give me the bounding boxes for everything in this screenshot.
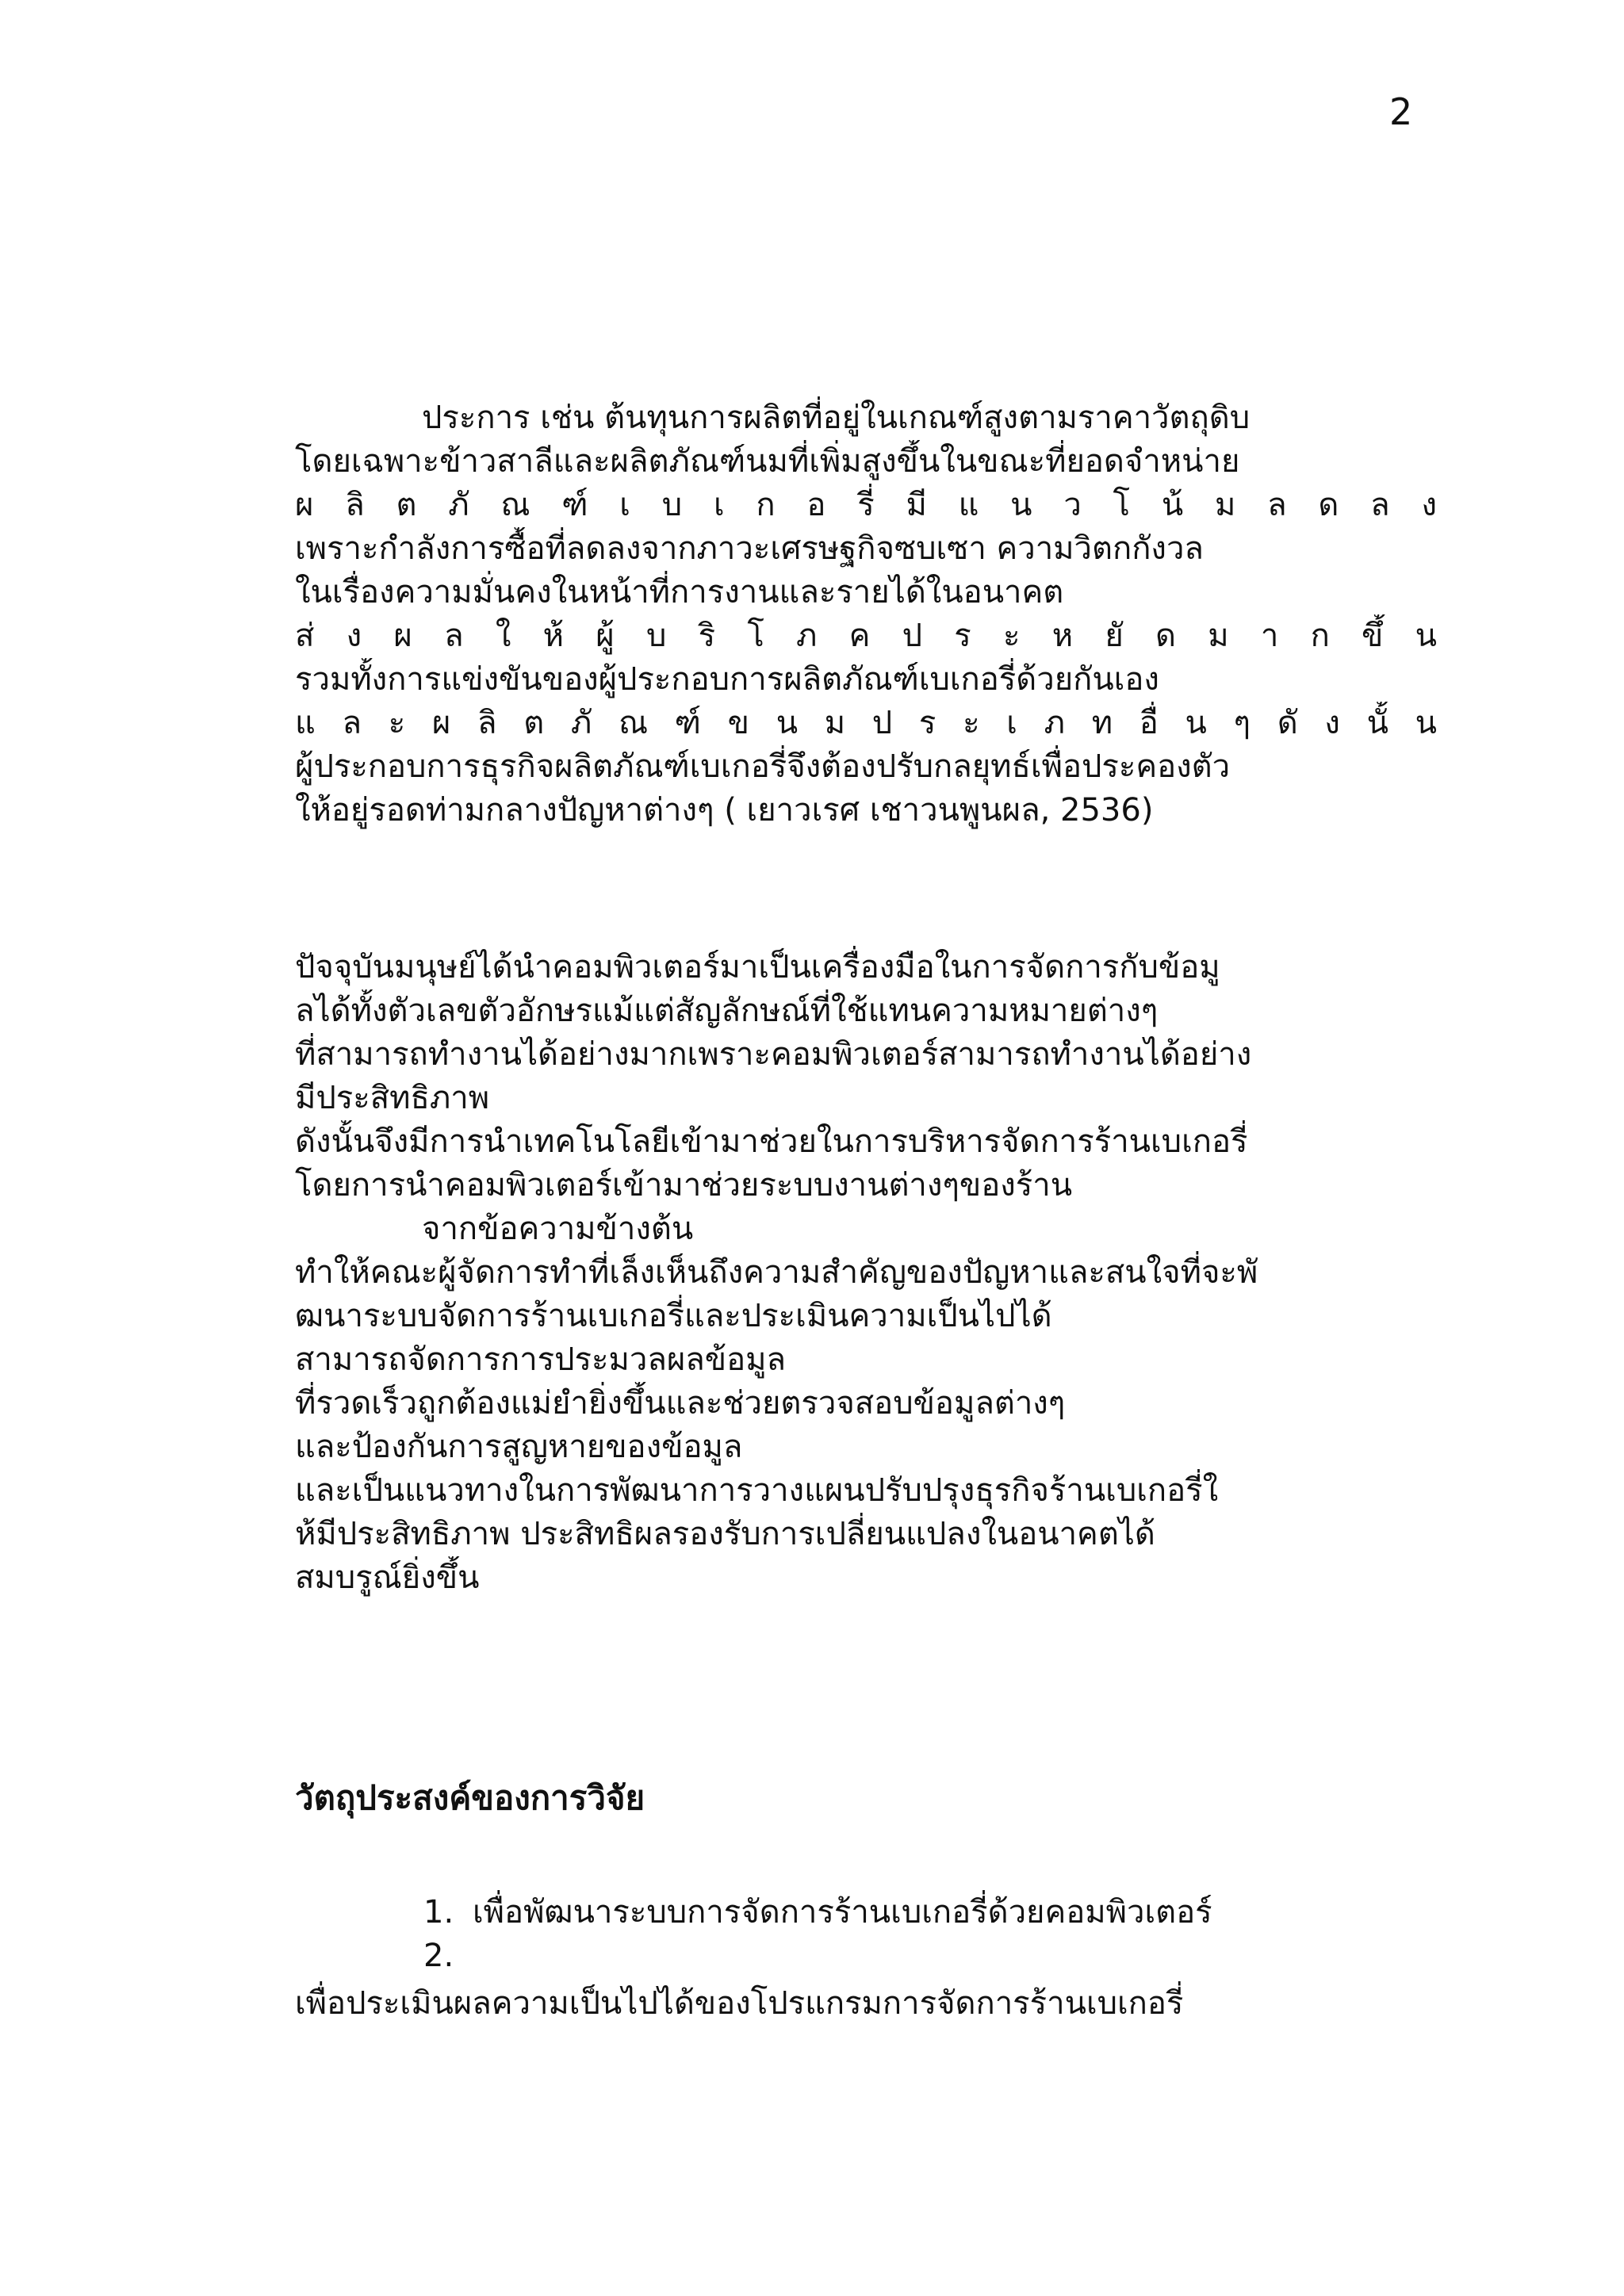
list-item-text: เพื่อพัฒนาระบบการจัดการร้านเบเกอรี่ด้วยคอมพิวเตอร์ xyxy=(473,1894,1212,1931)
list-item-number: 2. xyxy=(423,1938,454,1974)
text-line: มีประสิทธิภาพ xyxy=(295,1080,490,1116)
text-line: เพราะกำลังการซื้อที่ลดลงจากภาวะเศรษฐกิจซบเซา ความวิตกกังวล xyxy=(295,530,1204,567)
text-line: สมบรูณ์ยิ่งขึ้น xyxy=(295,1559,480,1596)
text-line: ที่สามารถทำงานได้อย่างมากเพราะคอมพิวเตอร์สามารถทำงานได้อย่าง xyxy=(295,1036,1252,1073)
list-item xyxy=(423,1891,1212,1934)
paragraph-1 xyxy=(295,396,1437,832)
text-line: ให้อยู่รอดท่ามกลางปัญหาต่างๆ ( เยาวเรศ เชาวนพูนผล, 2536) xyxy=(295,792,1154,828)
list-item-number: 1. xyxy=(423,1894,454,1931)
text-line: และเป็นแนวทางในการพัฒนาการวางแผนปรับปรุงธุรกิจร้านเบเกอรี่ใ xyxy=(295,1472,1219,1509)
page-number: 2 xyxy=(1389,90,1413,133)
text-line: โดยการนำคอมพิวเตอร์เข้ามาช่วยระบบงานต่างๆของร้าน xyxy=(295,1167,1073,1203)
text-line: ที่รวดเร็วถูกต้องแม่ยำยิ่งขึ้นและช่วยตรวจสอบข้อมูลต่างๆ xyxy=(295,1385,1066,1422)
text-line: ส่ ง ผ ล ใ ห้ ผู้ บ ริ โ ภ ค ป ร ะ ห ยั ด ม า ก ขึ้ น xyxy=(295,618,1437,654)
text-line: จากข้อความข้างต้น xyxy=(422,1211,694,1247)
text-line: ประการ เช่น ต้นทุนการผลิตที่อยู่ในเกณฑ์สูงตามราคาวัตถุดิบ xyxy=(422,400,1251,436)
text-line: ลได้ทั้งตัวเลขตัวอักษรแม้แต่สัญลักษณ์ที่ใช้แทนความหมายต่างๆ xyxy=(295,993,1159,1029)
text-line: ผู้ประกอบการธุรกิจผลิตภัณฑ์เบเกอรี่จึงต้องปรับกลยุทธ์เพื่อประคองตัว xyxy=(295,748,1231,785)
text-line: ในเรื่องความมั่นคงในหน้าที่การงานและรายได้ในอนาคต xyxy=(295,574,1064,610)
list-item xyxy=(423,1934,473,1978)
text-line: ดังนั้นจึงมีการนำเทคโนโลยีเข้ามาช่วยในการบริหารจัดการร้านเบเกอรี่ xyxy=(295,1123,1248,1160)
paragraph-2 xyxy=(295,946,1437,1600)
text-line: ห้มีประสิทธิภาพ ประสิทธิผลรองรับการเปลี่ยนแปลงในอนาคตได้ xyxy=(295,1516,1155,1552)
text-line: และป้องกันการสูญหายของข้อมูล xyxy=(295,1429,743,1465)
text-line: ผ ลิ ต ภั ณ ฑ์ เ บ เ ก อ รี่ มี แ น ว โ น้ ม ล ด ล ง xyxy=(295,487,1437,523)
list-item-text: เพื่อประเมินผลความเป็นไปได้ของโปรแกรมการจัดการร้านเบเกอรี่ xyxy=(295,1985,1184,2022)
text-line: รวมทั้งการแข่งขันของผู้ประกอบการผลิตภัณฑ์เบเกอรี่ด้วยกันเอง xyxy=(295,661,1159,698)
text-line: ปัจจุบันมนุษย์ได้นำคอมพิวเตอร์มาเป็นเครื่องมือในการจัดการกับข้อมู xyxy=(295,949,1220,985)
section-heading: วัตถุประสงค์ของการวิจัย xyxy=(295,1778,645,1817)
list-item-continuation xyxy=(295,1982,1183,2026)
text-line: ทำให้คณะผู้จัดการทำที่เล็งเห็นถึงความสำคัญของปัญหาและสนใจที่จะพั xyxy=(295,1254,1258,1291)
text-line: โดยเฉพาะข้าวสาลีและผลิตภัณฑ์นมที่เพิ่มสูงขึ้นในขณะที่ยอดจำหน่าย xyxy=(295,443,1240,480)
text-line: แ ล ะ ผ ลิ ต ภั ณ ฑ์ ข น ม ป ร ะ เ ภ ท อื่ น ๆ ดั ง นั้ น xyxy=(295,705,1437,741)
text-line: สามารถจัดการการประมวลผลข้อมูล xyxy=(295,1341,787,1378)
text-line: ฒนาระบบจัดการร้านเบเกอรี่และประเมินความเป็นไปได้ xyxy=(295,1298,1052,1334)
